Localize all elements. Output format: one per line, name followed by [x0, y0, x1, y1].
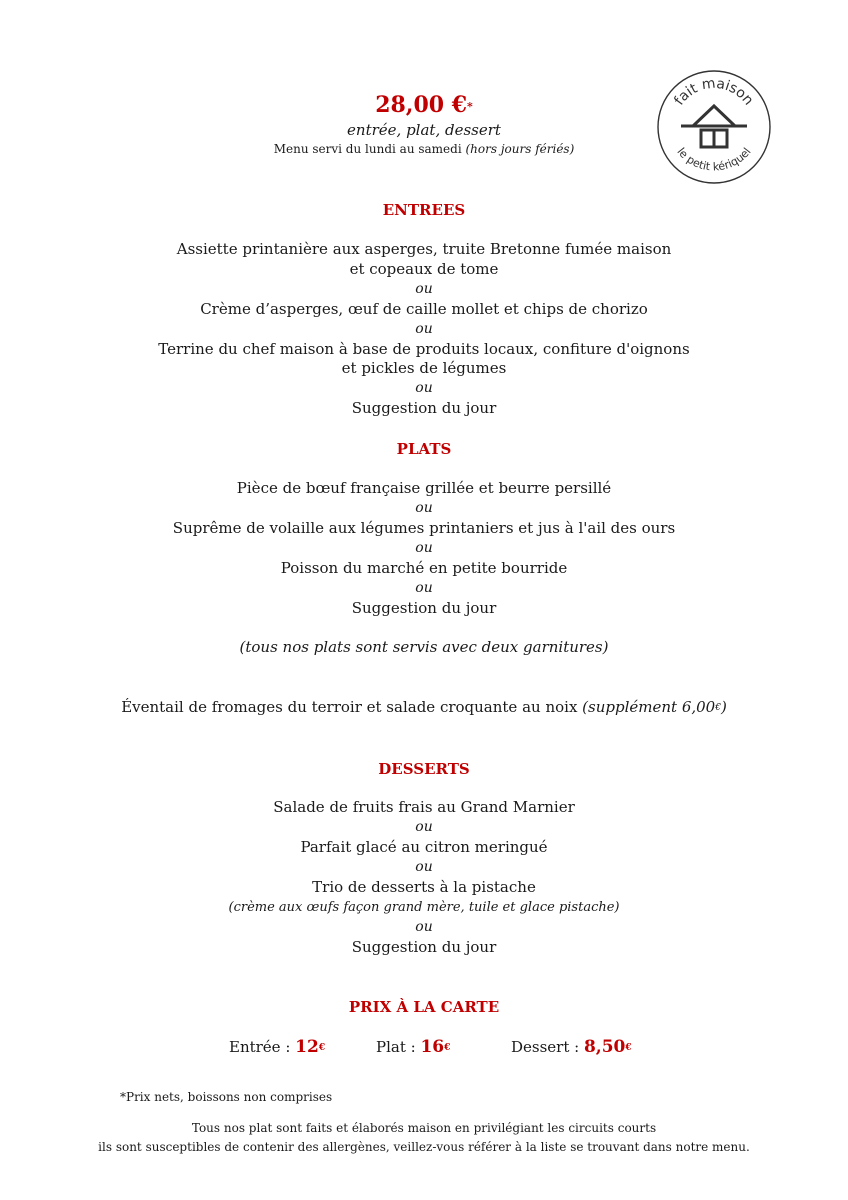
separator-ou: ou [415, 859, 433, 875]
dessert-item-3-detail: (crème aux œufs façon grand mère, tuile et glace pistache) [228, 900, 620, 915]
footer-line-2: ils sont susceptibles de contenir des allergènes, veillez-vous référer à la liste se trouvant dans notre menu. [98, 1140, 750, 1154]
fait-maison-logo [655, 68, 773, 186]
entree-item-3-line-1: Terrine du chef maison à base de produits locaux, confiture d'oignons [158, 340, 690, 358]
logo-bottom-text: le petit kériquel [674, 145, 754, 174]
entree-item-2: Crème d’asperges, œuf de caille mollet et chips de chorizo [200, 300, 648, 318]
separator-ou: ou [415, 281, 433, 297]
logo-top-text: fait maison [671, 75, 757, 109]
separator-ou: ou [415, 380, 433, 396]
entree-item-1-line-2: et copeaux de tome [349, 260, 499, 278]
carte-dessert-price: Dessert : 8,50€ [511, 1037, 632, 1057]
prices-note: *Prix nets, boissons non comprises [120, 1090, 333, 1104]
separator-ou: ou [415, 321, 433, 337]
dessert-item-3: Trio de desserts à la pistache [312, 878, 536, 896]
cheese-supplement: (supplément 6,00€) [582, 698, 727, 716]
carte-heading: PRIX À LA CARTE [348, 998, 500, 1016]
plat-item-1: Pièce de bœuf française grillée et beurre persillé [236, 479, 612, 497]
plats-garnish-note: (tous nos plats sont servis avec deux garnitures) [239, 638, 609, 656]
separator-ou: ou [415, 540, 433, 556]
entrees-heading: ENTREES [382, 201, 466, 219]
plat-item-4: Suggestion du jour [351, 599, 497, 617]
menu-subtitle: entrée, plat, dessert [347, 121, 501, 139]
plat-item-3: Poisson du marché en petite bourride [280, 559, 568, 577]
dessert-item-2: Parfait glacé au citron meringué [300, 838, 548, 856]
separator-ou: ou [415, 819, 433, 835]
entree-item-4: Suggestion du jour [351, 399, 497, 417]
cheese-line [0, 697, 848, 717]
footer-line-1: Tous nos plat sont faits et élaborés maison en privilégiant les circuits courts [191, 1121, 657, 1135]
desserts-heading: DESSERTS [378, 760, 470, 778]
house-icon [681, 106, 747, 147]
dessert-item-4: Suggestion du jour [351, 938, 497, 956]
price-asterisk: * [467, 100, 473, 113]
separator-ou: ou [415, 580, 433, 596]
separator-ou: ou [415, 919, 433, 935]
plat-item-2: Suprême de volaille aux légumes printaniers et jus à l'ail des ours [172, 519, 676, 537]
menu-price-value: 28,00 € [375, 92, 468, 118]
served-text: Menu servi du lundi au samedi [273, 142, 466, 156]
carte-entree-price: Entrée : 12€ [229, 1037, 326, 1057]
carte-plat-price: Plat : 16€ [376, 1037, 451, 1057]
served-note-italic: (hors jours fériés) [465, 142, 575, 156]
separator-ou: ou [415, 500, 433, 516]
entree-item-1-line-1: Assiette printanière aux asperges, truite Bretonne fumée maison [176, 240, 672, 258]
plats-heading: PLATS [396, 440, 452, 458]
entree-item-3-line-2: et pickles de légumes [341, 359, 507, 377]
cheese-text: Éventail de fromages du terroir et salade croquante au noix [121, 698, 583, 716]
dessert-item-1: Salade de fruits frais au Grand Marnier [273, 798, 575, 816]
